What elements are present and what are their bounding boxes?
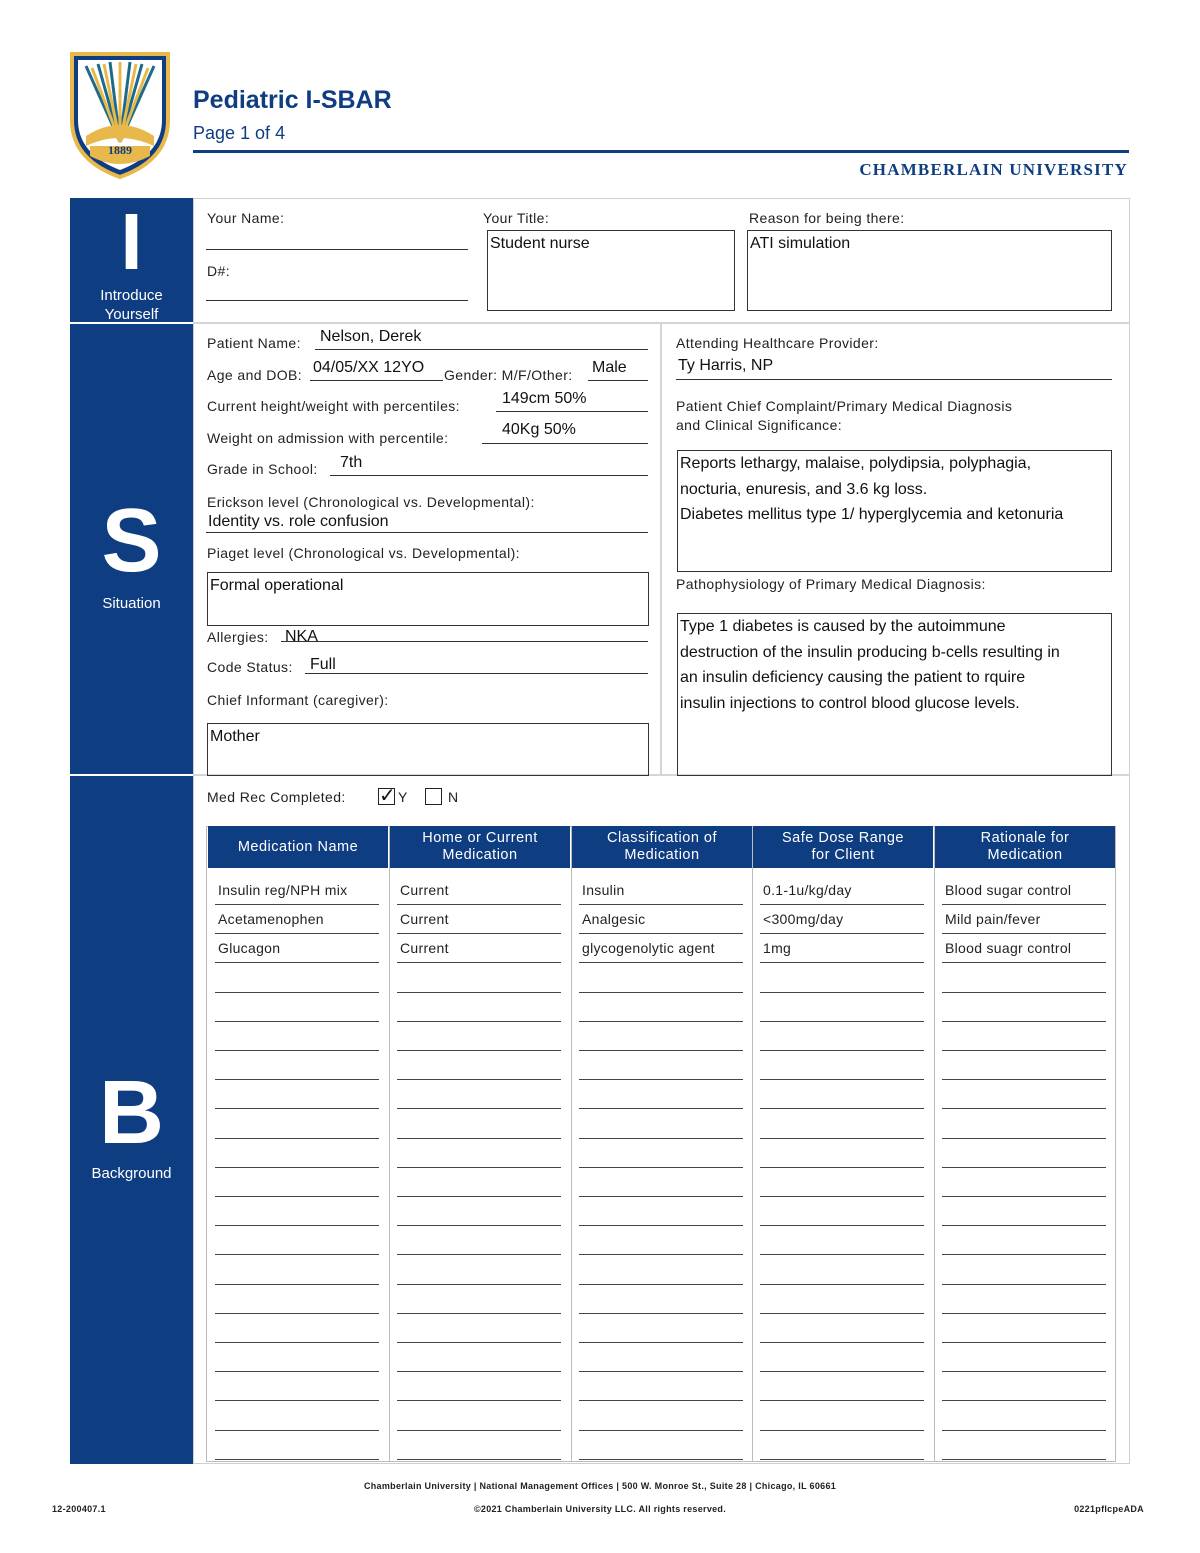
grade-value: 7th — [340, 454, 363, 471]
table-header-cell — [390, 826, 570, 868]
your-title-label: Your Title: — [483, 210, 550, 226]
patho-line: an insulin deficiency causing the patient to rquire — [680, 669, 1026, 686]
table-cell-line[interactable] — [942, 1050, 1106, 1051]
table-cell-line[interactable] — [760, 1021, 924, 1022]
patho-line: Type 1 diabetes is caused by the autoimmune — [680, 618, 1006, 635]
table-cell-line[interactable] — [215, 933, 379, 934]
table-cell-line[interactable] — [942, 904, 1106, 905]
table-cell-line[interactable] — [215, 1430, 379, 1431]
chamberlain-shield-logo — [68, 50, 172, 180]
complaint-label-2: and Clinical Significance: — [676, 417, 843, 433]
table-cell-line[interactable] — [215, 1254, 379, 1255]
table-cell-line[interactable] — [579, 1254, 743, 1255]
table-cell-line[interactable] — [760, 1254, 924, 1255]
table-cell: Glucagon — [218, 940, 281, 957]
patho-line: insulin injections to control blood glucose levels. — [680, 694, 1020, 712]
table-cell-line[interactable] — [215, 1371, 379, 1372]
table-cell-line[interactable] — [760, 904, 924, 905]
reason-label: Reason for being there: — [749, 210, 905, 226]
letter-i: I — [120, 197, 143, 286]
weight-admission-label: Weight on admission with percentile: — [207, 430, 449, 446]
table-cell-line[interactable] — [760, 1371, 924, 1372]
page-number: Page 1 of 4 — [193, 123, 286, 143]
table-cell-line[interactable] — [397, 1371, 561, 1372]
patient-name-value: Nelson, Derek — [320, 328, 422, 345]
table-cell: Insulin — [582, 882, 625, 898]
your-name-label: Your Name: — [207, 210, 285, 226]
table-cell-line[interactable] — [942, 1313, 1106, 1314]
table-cell: Blood suagr control — [945, 940, 1072, 957]
table-cell-line[interactable] — [942, 1225, 1106, 1226]
your-title-field[interactable] — [487, 230, 735, 311]
table-cell: glycogenolytic agent — [582, 940, 715, 957]
table-cell: Insulin reg/NPH mix — [218, 882, 348, 898]
situation-sidebar — [70, 324, 193, 774]
table-cell-line[interactable] — [215, 1167, 379, 1168]
table-cell-line[interactable] — [760, 1196, 924, 1197]
table-cell-line[interactable] — [397, 1400, 561, 1401]
table-cell-line[interactable] — [397, 1050, 561, 1051]
complaint-label-1: Patient Chief Complaint/Primary Medical Diagnosis — [676, 398, 1013, 414]
column-divider — [660, 324, 662, 774]
table-cell-line[interactable] — [942, 1021, 1106, 1022]
checkmark-icon: ✓ — [379, 785, 396, 807]
table-cell-line[interactable] — [760, 1050, 924, 1051]
table-cell-line[interactable] — [397, 1021, 561, 1022]
table-cell: <300mg/day — [763, 911, 844, 928]
table-cell-line[interactable] — [579, 904, 743, 905]
piaget-label: Piaget level (Chronological vs. Developmental): — [207, 545, 520, 561]
introduce-sidebar — [70, 198, 193, 322]
table-header-line: for Client — [811, 847, 875, 863]
table-header-cell — [753, 826, 933, 868]
table-cell-line[interactable] — [579, 1284, 743, 1285]
informant-value: Mother — [210, 728, 260, 745]
background-sidebar — [70, 776, 193, 1464]
table-cell-line[interactable] — [579, 1079, 743, 1080]
table-cell-line[interactable] — [215, 1225, 379, 1226]
table-cell-line[interactable] — [215, 1400, 379, 1401]
d-number-label: D#: — [207, 263, 230, 279]
table-header-cell — [572, 826, 752, 868]
patho-line: destruction of the insulin producing b-cells resulting in — [680, 643, 1060, 661]
table-cell-line[interactable] — [760, 1313, 924, 1314]
table-cell: Acetamenophen — [218, 911, 324, 928]
table-cell-line[interactable] — [579, 1342, 743, 1343]
provider-label: Attending Healthcare Provider: — [676, 335, 879, 351]
table-cell-line[interactable] — [397, 1079, 561, 1080]
table-cell-line[interactable] — [942, 1371, 1106, 1372]
footer-copyright: ©2021 Chamberlain University LLC. All rights reserved. — [473, 1504, 727, 1514]
table-cell-line[interactable] — [942, 1430, 1106, 1431]
age-dob-field[interactable] — [310, 380, 443, 381]
piaget-field[interactable] — [207, 572, 649, 626]
grade-field[interactable] — [330, 475, 648, 476]
table-cell-line[interactable] — [942, 962, 1106, 963]
table-cell-line[interactable] — [215, 992, 379, 993]
table-cell-line[interactable] — [215, 1021, 379, 1022]
table-cell: 1mg — [763, 940, 792, 957]
med-rec-no-checkbox[interactable] — [425, 788, 442, 805]
allergies-label: Allergies: — [207, 629, 269, 645]
page-title: Pediatric I-SBAR — [193, 86, 392, 114]
gender-field[interactable] — [588, 380, 648, 381]
table-cell-line[interactable] — [397, 1138, 561, 1139]
complaint-line: Diabetes mellitus type 1/ hyperglycemia and ketonuria — [680, 506, 1064, 523]
table-header-line: Medication — [442, 847, 518, 863]
table-cell-line[interactable] — [942, 1284, 1106, 1285]
table-cell-line[interactable] — [579, 1400, 743, 1401]
erickson-label: Erickson level (Chronological vs. Developmental): — [207, 494, 535, 510]
table-cell-line[interactable] — [760, 1167, 924, 1168]
allergies-value: NKA — [285, 628, 318, 645]
table-cell-line[interactable] — [579, 962, 743, 963]
table-cell-line[interactable] — [397, 1459, 561, 1460]
table-cell-line[interactable] — [397, 962, 561, 963]
table-cell-line[interactable] — [215, 1313, 379, 1314]
table-cell-line[interactable] — [397, 1196, 561, 1197]
table-column-border — [389, 826, 390, 1462]
height-weight-field[interactable] — [496, 411, 648, 412]
table-cell-line[interactable] — [397, 1254, 561, 1255]
table-cell-line[interactable] — [942, 933, 1106, 934]
patho-label: Pathophysiology of Primary Medical Diagnosis: — [676, 576, 986, 592]
table-cell-line[interactable] — [760, 1138, 924, 1139]
university-wordmark: CHAMBERLAIN UNIVERSITY — [859, 160, 1128, 179]
table-cell-line[interactable] — [397, 1225, 561, 1226]
table-cell-line[interactable] — [579, 1021, 743, 1022]
table-cell-line[interactable] — [215, 962, 379, 963]
table-cell-line[interactable] — [760, 1459, 924, 1460]
table-cell-line[interactable] — [579, 1167, 743, 1168]
table-cell-line[interactable] — [579, 1313, 743, 1314]
code-status-field[interactable] — [305, 673, 648, 674]
table-cell-line[interactable] — [215, 904, 379, 905]
table-cell-line[interactable] — [942, 992, 1106, 993]
table-column-border — [571, 826, 572, 1462]
table-cell-line[interactable] — [760, 933, 924, 934]
table-cell-line[interactable] — [942, 1342, 1106, 1343]
height-weight-label: Current height/weight with percentiles: — [207, 398, 460, 414]
table-header-line: Medication Name — [237, 838, 359, 855]
header-rule — [193, 150, 1129, 153]
table-cell-line[interactable] — [942, 1254, 1106, 1255]
table-cell-line[interactable] — [579, 1050, 743, 1051]
table-cell-line[interactable] — [397, 904, 561, 905]
allergies-field[interactable] — [281, 641, 648, 642]
table-cell-line[interactable] — [215, 1079, 379, 1080]
table-cell: Current — [400, 911, 449, 928]
height-weight-value: 149cm 50% — [502, 390, 587, 407]
provider-value: Ty Harris, NP — [678, 357, 774, 374]
table-cell-line[interactable] — [942, 1079, 1106, 1080]
table-cell-line[interactable] — [397, 1430, 561, 1431]
weight-admission-field[interactable] — [482, 443, 648, 444]
table-cell-line[interactable] — [579, 1196, 743, 1197]
erickson-field[interactable] — [206, 532, 648, 533]
table-cell-line[interactable] — [397, 992, 561, 993]
table-cell: Current — [400, 940, 449, 957]
your-name-field[interactable] — [206, 249, 468, 250]
table-cell-line[interactable] — [579, 1371, 743, 1372]
patient-name-label: Patient Name: — [207, 335, 301, 351]
table-header-cell — [208, 826, 388, 868]
situation-label: Situation — [102, 595, 161, 612]
piaget-value: Formal operational — [210, 577, 344, 594]
table-cell-line[interactable] — [579, 1225, 743, 1226]
patient-name-field[interactable] — [315, 349, 648, 350]
table-cell-line[interactable] — [579, 1138, 743, 1139]
table-cell: Mild pain/fever — [945, 911, 1041, 928]
table-cell-line[interactable] — [579, 992, 743, 993]
table-cell-line[interactable] — [942, 1459, 1106, 1460]
weight-admission-value: 40Kg 50% — [502, 421, 576, 438]
logo-year: 1889 — [108, 143, 132, 157]
provider-field[interactable] — [676, 379, 1112, 380]
background-label: Background — [91, 1165, 172, 1182]
table-cell-line[interactable] — [215, 1342, 379, 1343]
letter-s: S — [101, 491, 162, 591]
code-status-value: Full — [310, 656, 336, 673]
table-cell-line[interactable] — [579, 933, 743, 934]
table-cell-line[interactable] — [760, 1108, 924, 1109]
table-cell-line[interactable] — [760, 1284, 924, 1285]
table-cell-line[interactable] — [760, 962, 924, 963]
med-rec-yes-checkbox[interactable] — [378, 785, 396, 807]
age-dob-label: Age and DOB: — [207, 367, 303, 383]
table-cell: 0.1-1u/kg/day — [763, 882, 852, 898]
table-cell-line[interactable] — [760, 1400, 924, 1401]
footer-code-left: 12-200407.1 — [52, 1504, 106, 1514]
med-rec-yes-label: Y — [398, 789, 408, 805]
informant-label: Chief Informant (caregiver): — [207, 692, 389, 708]
table-header-line: Medication — [987, 847, 1063, 863]
table-cell-line[interactable] — [942, 1108, 1106, 1109]
table-column-border — [752, 826, 753, 1462]
table-cell-line[interactable] — [760, 1225, 924, 1226]
footer-address: Chamberlain University | National Management Offices | 500 W. Monroe St., Suite 28 | Chicago, IL 60661 — [363, 1481, 837, 1491]
table-cell-line[interactable] — [397, 1167, 561, 1168]
complaint-line: nocturia, enuresis, and 3.6 kg loss. — [680, 480, 928, 498]
table-header-line: Rationale for — [980, 830, 1070, 846]
d-number-field[interactable] — [206, 300, 468, 301]
footer-code-right: 0221pflcpeADA — [1074, 1504, 1144, 1514]
gender-label: Gender: M/F/Other: — [444, 367, 573, 383]
table-cell-line[interactable] — [579, 1108, 743, 1109]
table-header-line: Home or Current — [422, 830, 538, 846]
introduce-label-1: Introduce — [100, 287, 163, 304]
table-cell-line[interactable] — [579, 1430, 743, 1431]
table-cell-line[interactable] — [215, 1284, 379, 1285]
complaint-line: Reports lethargy, malaise, polydipsia, polyphagia, — [680, 455, 1032, 472]
complaint-field[interactable] — [677, 450, 1112, 572]
your-title-value: Student nurse — [490, 235, 590, 252]
table-cell-line[interactable] — [579, 1459, 743, 1460]
table-cell-line[interactable] — [215, 1459, 379, 1460]
table-cell-line[interactable] — [942, 1138, 1106, 1139]
table-cell-line[interactable] — [215, 1196, 379, 1197]
table-cell-line[interactable] — [760, 1079, 924, 1080]
patho-field[interactable] — [677, 613, 1112, 776]
med-rec-no-label: N — [448, 789, 459, 805]
table-cell-line[interactable] — [760, 992, 924, 993]
table-cell: Blood sugar control — [945, 882, 1072, 898]
table-cell-line[interactable] — [942, 1196, 1106, 1197]
erickson-value: Identity vs. role confusion — [208, 513, 389, 530]
introduce-label-2: Yourself — [104, 306, 159, 323]
table-cell-line[interactable] — [397, 933, 561, 934]
table-cell-line[interactable] — [942, 1167, 1106, 1168]
table-cell-line[interactable] — [397, 1284, 561, 1285]
table-cell-line[interactable] — [760, 1430, 924, 1431]
informant-field[interactable] — [207, 723, 649, 776]
table-cell-line[interactable] — [397, 1108, 561, 1109]
table-header-line: Classification of — [606, 830, 718, 846]
table-cell-line[interactable] — [760, 1342, 924, 1343]
table-cell-line[interactable] — [942, 1400, 1106, 1401]
table-header-line: Medication — [624, 847, 700, 863]
table-header-line: Safe Dose Range — [782, 830, 904, 846]
table-column-border — [934, 826, 935, 1462]
grade-label: Grade in School: — [207, 461, 318, 477]
reason-value: ATI simulation — [750, 235, 851, 252]
gender-value: Male — [592, 359, 627, 376]
table-cell-line[interactable] — [215, 1050, 379, 1051]
table-cell-line[interactable] — [397, 1313, 561, 1314]
table-cell-line[interactable] — [397, 1342, 561, 1343]
reason-field[interactable] — [747, 230, 1112, 311]
med-rec-label: Med Rec Completed: — [207, 789, 346, 805]
table-header-cell — [935, 826, 1115, 868]
table-cell: Analgesic — [582, 911, 646, 928]
table-cell-line[interactable] — [215, 1138, 379, 1139]
table-cell-line[interactable] — [215, 1108, 379, 1109]
letter-b: B — [99, 1063, 164, 1163]
code-status-label: Code Status: — [207, 659, 293, 675]
table-cell: Current — [400, 882, 449, 898]
age-dob-value: 04/05/XX 12YO — [313, 359, 425, 376]
